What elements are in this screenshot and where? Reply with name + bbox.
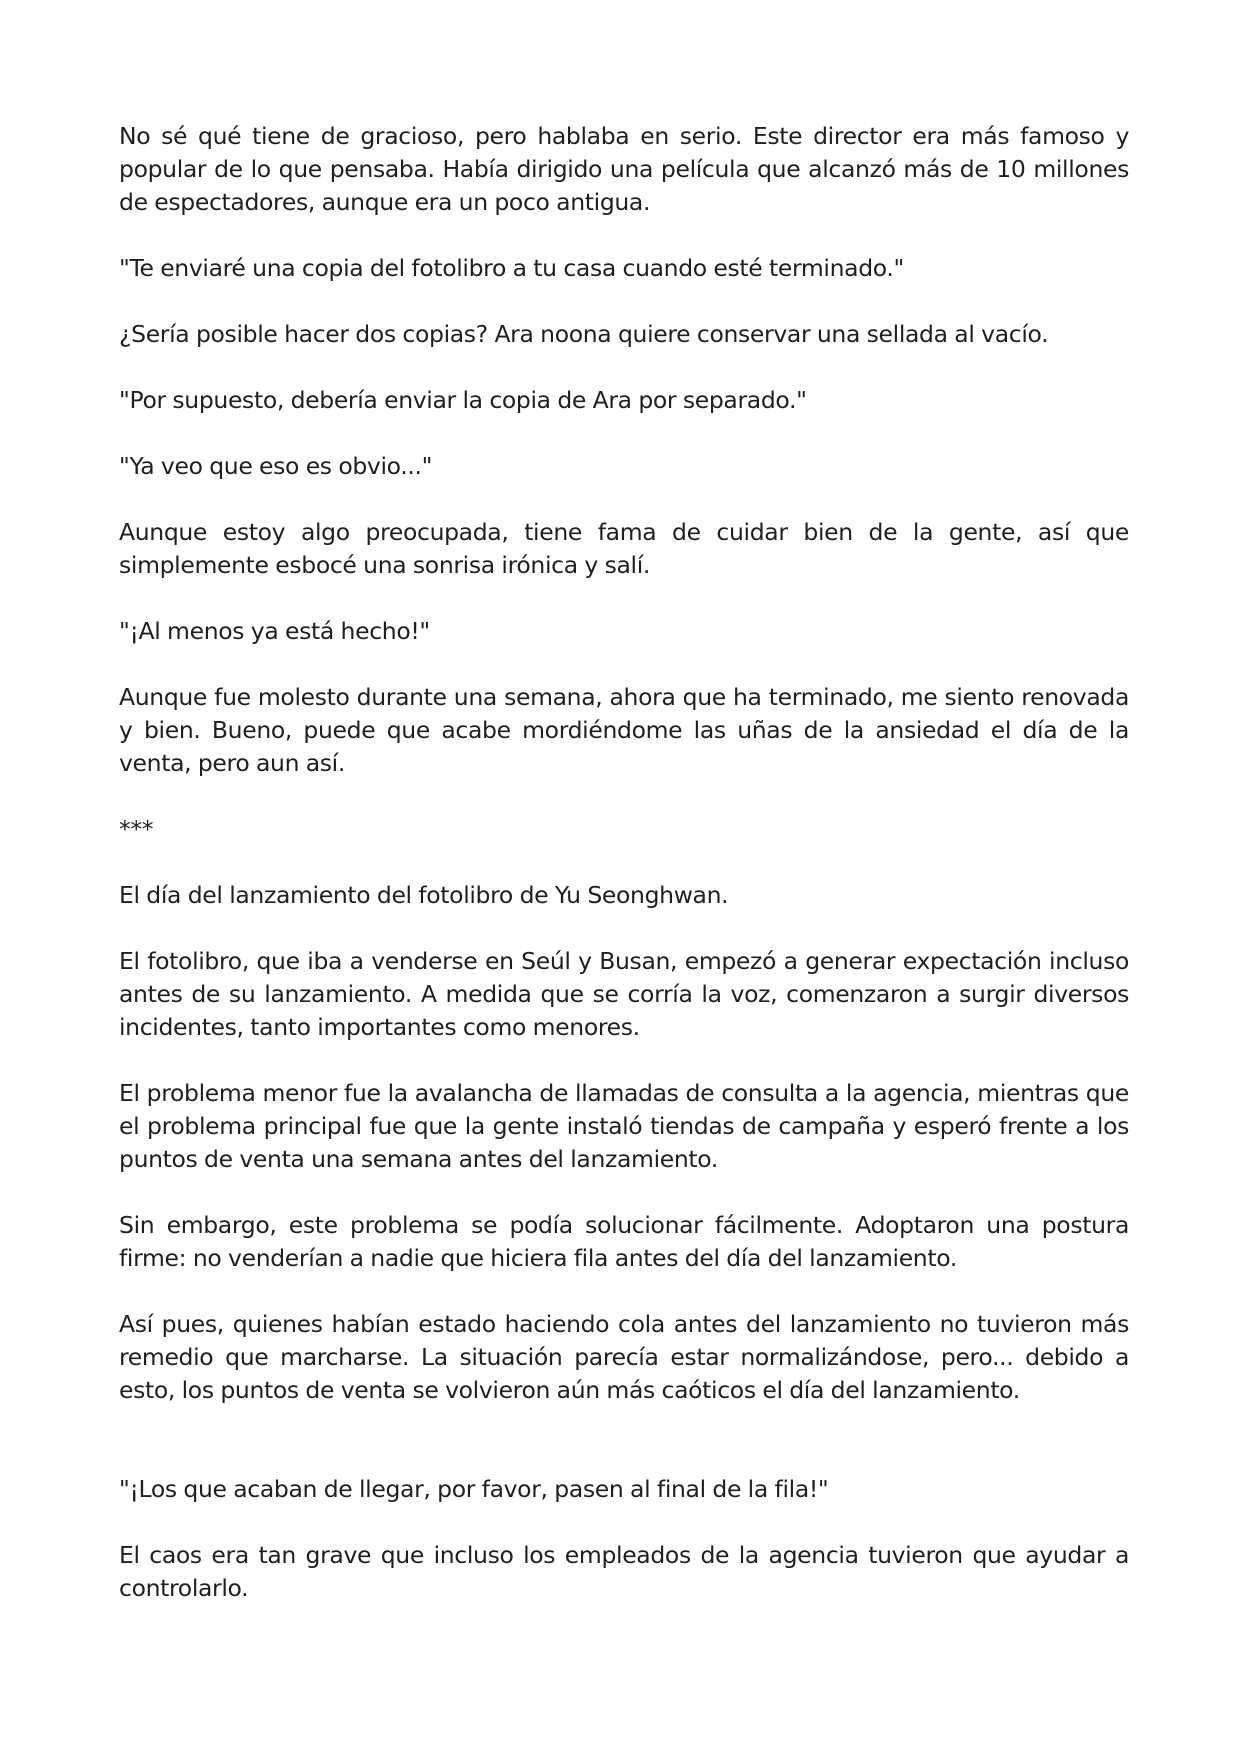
paragraph-expectation: El fotolibro, que iba a venderse en Seúl y Busan, empezó a generar expectación incluso antes de su lanzamiento. A medida que se corría la voz, comenzaron a surgir diversos incidentes, tanto importantes como menores. (119, 947, 1129, 1041)
paragraph-solution: Sin embargo, este problema se podía solucionar fácilmente. Adoptaron una postura firme: no venderían a nadie que hiciera fila antes del día del lanzamiento. (119, 1211, 1129, 1272)
paragraph-ara-copy-dialogue: "Por supuesto, debería enviar la copia de Ara por separado." (119, 386, 807, 414)
paragraph-agency-help: El caos era tan grave que incluso los empleados de la agencia tuvieron que ayudar a controlarlo. (119, 1541, 1129, 1602)
paragraph-done-dialogue: "¡Al menos ya está hecho!" (119, 617, 430, 645)
paragraph-obvious-dialogue: "Ya veo que eso es obvio..." (119, 452, 433, 480)
paragraph-two-copies-question: ¿Sería posible hacer dos copias? Ara noona quiere conservar una sellada al vacío. (119, 320, 1049, 348)
paragraph-worried-smile: Aunque estoy algo preocupada, tiene fama de cuidar bien de la gente, así que simplemente esbocé una sonrisa irónica y salí. (119, 518, 1129, 579)
paragraph-line-dialogue: "¡Los que acaban de llegar, por favor, pasen al final de la fila!" (119, 1475, 829, 1503)
paragraph-director-fame: No sé qué tiene de gracioso, pero hablaba en serio. Este director era más famoso y popular de lo que pensaba. Había dirigido una película que alcanzó más de 10 millones de espectadores, aunque era un poco antigua. (119, 122, 1129, 216)
paragraph-chaos-launch: Así pues, quienes habían estado haciendo cola antes del lanzamiento no tuvieron más remedio que marcharse. La situación parecía estar normalizándose, pero... debido a esto, los puntos de venta se volvieron aún más caóticos el día del lanzamiento. (119, 1310, 1129, 1404)
section-separator: *** (119, 815, 154, 843)
paragraph-renewed-feeling: Aunque fue molesto durante una semana, ahora que ha terminado, me siento renovada y bien. Bueno, puede que acabe mordiéndome las uñas de la ansiedad el día de la venta, pero aun así. (119, 683, 1129, 777)
paragraph-problems: El problema menor fue la avalancha de llamadas de consulta a la agencia, mientras que el problema principal fue que la gente instaló tiendas de campaña y esperó frente a los puntos de venta una semana antes del lanzamiento. (119, 1079, 1129, 1173)
paragraph-launch-day: El día del lanzamiento del fotolibro de Yu Seonghwan. (119, 881, 729, 909)
paragraph-photobook-copy-dialogue: "Te enviaré una copia del fotolibro a tu casa cuando esté terminado." (119, 254, 904, 282)
